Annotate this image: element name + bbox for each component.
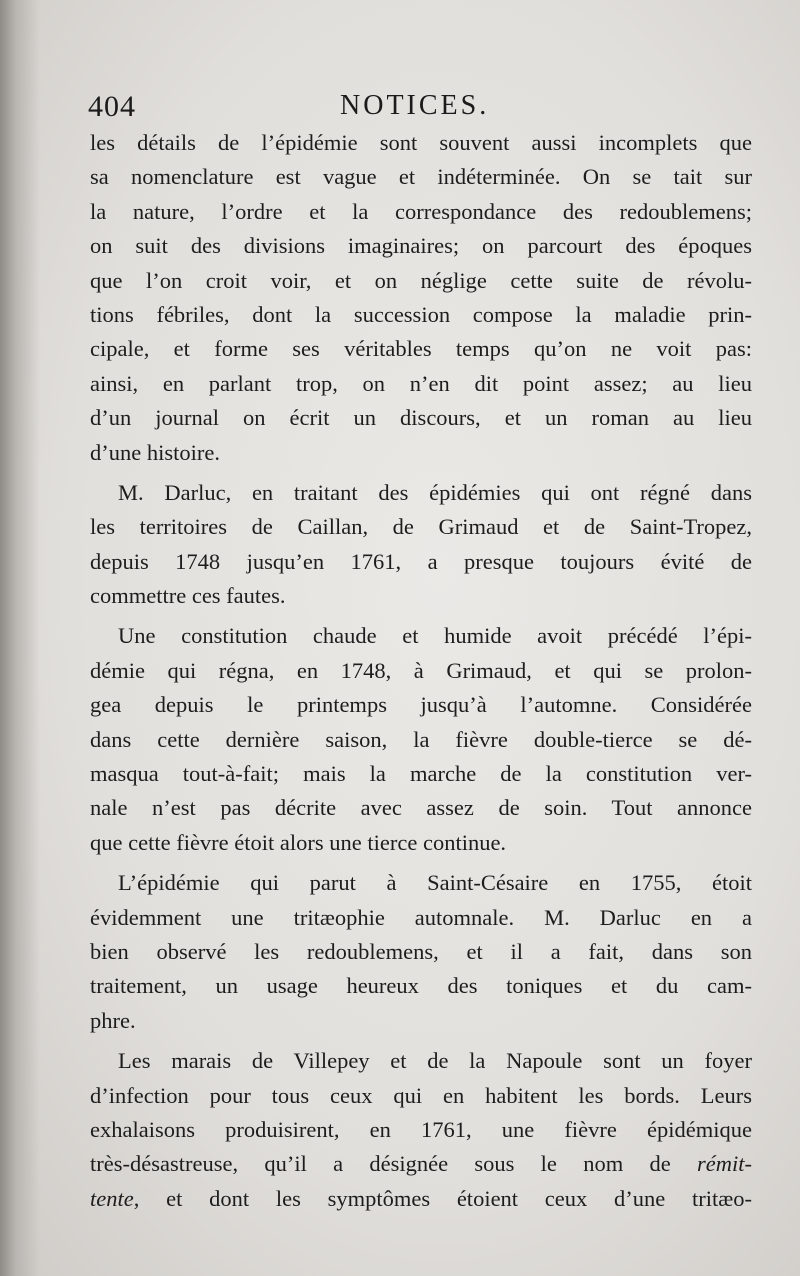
body-text <box>90 126 752 1216</box>
text-line: les détails de l’épidémie sont souvent aussi incomplets que <box>90 130 752 155</box>
text-line: dans cette dernière saison, la fièvre double-tierce se dé- <box>90 726 752 752</box>
italic-term: rémit- <box>697 1151 752 1177</box>
text-line: la nature, l’ordre et la correspondance des redoublemens; <box>90 198 752 224</box>
text-line: Une constitution chaude et humide avoit précédé l’épi- <box>118 623 752 649</box>
page-number: 404 <box>88 90 136 123</box>
text-line: masqua tout-à-fait; mais la marche de la constitution ver- <box>90 761 752 787</box>
page-header <box>88 86 748 126</box>
text-line <box>90 1182 752 1216</box>
text-line: Les marais de Villepey et de la Napoule sont un foyer <box>118 1048 752 1074</box>
italic-term: tente <box>90 1185 134 1211</box>
text-line: M. Darluc, en traitant des épidémies qui ont régné dans <box>118 479 752 505</box>
running-head: NOTICES. <box>340 90 490 121</box>
text-line: tions fébriles, dont la succession compose la maladie prin- <box>90 301 752 327</box>
text-line: ainsi, en parlant trop, on n’en dit point assez; au lieu <box>90 370 752 396</box>
text-run: , et dont les symptômes étoient ceux d’une tritæo- <box>133 1185 752 1211</box>
text-line: on suit des divisions imaginaires; on parcourt des époques <box>90 233 752 259</box>
text-line: depuis 1748 jusqu’en 1761, a presque toujours évité de <box>90 548 752 574</box>
text-line: L’épidémie qui parut à Saint-Césaire en 1755, étoit <box>118 870 752 896</box>
text-line: d’une histoire. <box>90 439 220 465</box>
text-line: que cette fièvre étoit alors une tierce continue. <box>90 829 507 855</box>
text-line: traitement, un usage heureux des toniques et du cam- <box>90 973 752 999</box>
text-line: les territoires de Caillan, de Grimaud et de Saint-Tropez, <box>90 514 752 540</box>
text-line: d’infection pour tous ceux qui en habitent les bords. Leurs <box>90 1082 752 1108</box>
text-line: exhalaisons produisirent, en 1761, une fièvre épidémique <box>90 1116 752 1142</box>
text-line: évidemment une tritæophie automnale. M. Darluc en a <box>90 904 752 930</box>
text-line: bien observé les redoublemens, et il a fait, dans son <box>90 938 752 964</box>
text-run: très-désastreuse, qu’il a désignée sous le nom de <box>90 1151 697 1177</box>
text-line: d’un journal on écrit un discours, et un roman au lieu <box>90 405 752 431</box>
text-line: cipale, et forme ses véritables temps qu’on ne voit pas: <box>90 336 752 362</box>
text-line: démie qui régna, en 1748, à Grimaud, et qui se prolon- <box>90 657 752 683</box>
text-line: sa nomenclature est vague et indéterminée. On se tait sur <box>90 164 752 190</box>
text-line: nale n’est pas décrite avec assez de soin. Tout annonce <box>90 795 752 821</box>
binding-gutter <box>0 0 40 1276</box>
text-line: commettre ces fautes. <box>90 583 286 609</box>
text-line: phre. <box>90 1007 136 1033</box>
text-line: que l’on croit voir, et on néglige cette suite de révolu- <box>90 267 752 293</box>
text-line <box>90 1147 752 1181</box>
text-line: gea depuis le printemps jusqu’à l’automne. Considérée <box>90 692 752 718</box>
